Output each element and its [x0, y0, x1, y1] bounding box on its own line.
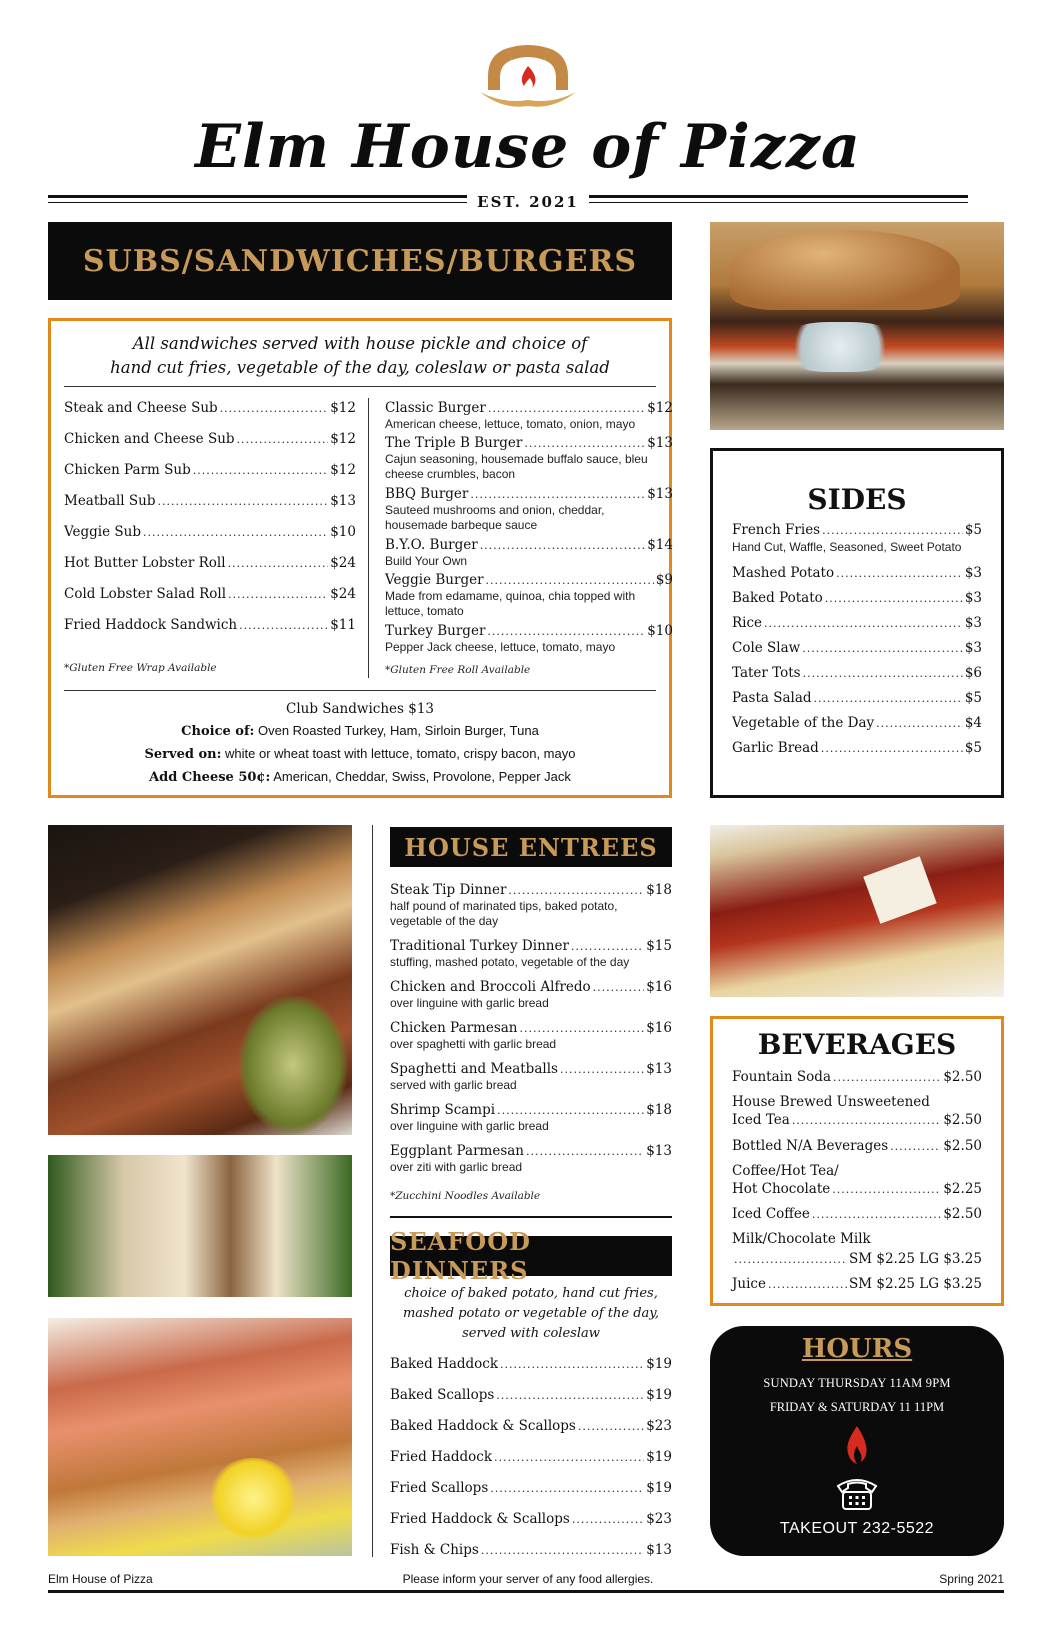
menu-item-description: Sauteed mushrooms and onion, cheddar, housemade barbeque sauce: [385, 503, 605, 532]
menu-item: Baked Haddock ..... $19: [390, 1356, 672, 1372]
club-sandwiches-block: [48, 698, 672, 789]
menu-item: Hot Chocolate ..... $2.25: [732, 1181, 982, 1197]
spaghetti-photo: [710, 825, 1004, 997]
menu-item: Fried Haddock Sandwich ..... $11: [64, 617, 356, 633]
menu-item: Chicken Parmesan ..... $16: [390, 1020, 672, 1036]
menu-item: Spaghetti and Meatballs ..... $13: [390, 1061, 672, 1077]
menu-item-description: over linguine with garlic bread: [390, 996, 549, 1010]
menu-item: Classic Burger ..... $12: [385, 400, 673, 416]
menu-item: Iced Tea ..... $2.50: [732, 1112, 982, 1128]
menu-item: Fountain Soda ..... $2.50: [732, 1069, 982, 1085]
grilled-chicken-photo: [48, 1155, 352, 1297]
menu-item-label: Milk/Chocolate Milk: [732, 1231, 871, 1247]
lobster-roll-photo: [48, 1318, 352, 1556]
flame-icon: [843, 1424, 871, 1466]
menu-item: Cold Lobster Salad Roll ..... $24: [64, 586, 356, 602]
club-divider: [64, 690, 656, 691]
menu-item: Steak Tip Dinner ..... $18: [390, 882, 672, 898]
menu-item: Hot Butter Lobster Roll ..... $24: [64, 555, 356, 571]
footer-allergy-note: Please inform your server of any food allergies.: [402, 1572, 654, 1586]
menu-item-description: Hand Cut, Waffle, Seasoned, Sweet Potato: [732, 540, 962, 554]
menu-item: Veggie Burger ..... $9: [385, 572, 673, 588]
menu-item: Chicken Parm Sub ..... $12: [64, 462, 356, 478]
established-label: EST. 2021: [0, 193, 1056, 211]
club-choice-line: Choice of: Oven Roasted Turkey, Ham, Sirloin Burger, Tuna: [181, 723, 539, 739]
menu-item: Vegetable of the Day ..... $4: [732, 715, 982, 731]
menu-item: Traditional Turkey Dinner ..... $15: [390, 938, 672, 954]
menu-item: Veggie Sub ..... $10: [64, 524, 356, 540]
telephone-icon: [834, 1474, 880, 1512]
menu-item-description: American cheese, lettuce, tomato, onion, mayo: [385, 417, 636, 431]
menu-item: Steak and Cheese Sub ..... $12: [64, 400, 356, 416]
menu-item: Tater Tots ..... $6: [732, 665, 982, 681]
menu-item: Baked Scallops ..... $19: [390, 1387, 672, 1403]
hours-weekend: FRIDAY & SATURDAY 11 11PM: [769, 1400, 945, 1414]
footer-rule: [48, 1590, 1004, 1593]
menu-item-description: Made from edamame, quinoa, chia topped with lettuce, tomato: [385, 589, 636, 618]
menu-item: Shrimp Scampi ..... $18: [390, 1102, 672, 1118]
menu-item: Pasta Salad ..... $5: [732, 690, 982, 706]
menu-item: French Fries ..... $5: [732, 522, 982, 538]
menu-item: Mashed Potato ..... $3: [732, 565, 982, 581]
menu-item: Garlic Bread ..... $5: [732, 740, 982, 756]
menu-item: Eggplant Parmesan ..... $13: [390, 1143, 672, 1159]
subs-heading: SUBS/SANDWICHES/BURGERS: [48, 222, 672, 300]
menu-item: Baked Haddock & Scallops ..... $23: [390, 1418, 672, 1434]
menu-item: Bottled N/A Beverages ..... $2.50: [732, 1138, 982, 1154]
house-entrees-heading: HOUSE ENTREES: [390, 827, 672, 867]
club-sandwich-photo: [48, 825, 352, 1135]
hours-weekday: SUNDAY THURSDAY 11AM 9PM: [763, 1376, 951, 1390]
burger-photo: [710, 222, 1004, 430]
club-title: Club Sandwiches $13: [285, 701, 434, 717]
menu-item: Chicken and Broccoli Alfredo ..... $16: [390, 979, 672, 995]
menu-item-description: over spaghetti with garlic bread: [390, 1037, 557, 1051]
club-cheese-line: Add Cheese 50¢: American, Cheddar, Swiss, Provolone, Pepper Jack: [149, 769, 571, 785]
menu-item-description: served with garlic bread: [390, 1078, 517, 1092]
menu-item: B.Y.O. Burger ..... $14: [385, 537, 673, 553]
menu-item-description: over linguine with garlic bread: [390, 1119, 549, 1133]
menu-item-description: Cajun seasoning, housemade buffalo sauce, bleu cheese crumbles, bacon: [385, 452, 648, 481]
menu-item: Fish & Chips ..... $13: [390, 1542, 672, 1558]
entrees-bottom-rule: [390, 1216, 672, 1218]
subs-column-divider: [368, 398, 369, 678]
menu-item: BBQ Burger ..... $13: [385, 486, 673, 502]
menu-item: Iced Coffee ..... $2.50: [732, 1206, 982, 1222]
club-served-line: Served on: white or wheat toast with lettuce, tomato, crispy bacon, mayo: [144, 746, 576, 762]
menu-item-description: half pound of marinated tips, baked potato, vegetable of the day: [390, 899, 618, 928]
menu-item: Meatball Sub ..... $13: [64, 493, 356, 509]
menu-item: Chicken and Cheese Sub ..... $12: [64, 431, 356, 447]
menu-item: The Triple B Burger ..... $13: [385, 435, 673, 451]
pizza-oven-logo-icon: [478, 42, 578, 112]
hours-panel: [710, 1326, 1004, 1556]
hours-heading: HOURS: [801, 1334, 913, 1364]
menu-item: Fried Haddock & Scallops ..... $23: [390, 1511, 672, 1527]
menu-item: Baked Potato ..... $3: [732, 590, 982, 606]
menu-item: Rice ..... $3: [732, 615, 982, 631]
gluten-free-wrap-note: *Gluten Free Wrap Available: [64, 662, 217, 674]
beverages-heading: BEVERAGES: [757, 1028, 957, 1061]
menu-item: Turkey Burger ..... $10: [385, 623, 673, 639]
footer-season: Spring 2021: [939, 1572, 1004, 1586]
seafood-dinners-heading: SEAFOOD DINNERS: [390, 1236, 672, 1276]
seafood-intro: choice of baked potato, hand cut fries, mashed potato or vegetable of the day, served with coleslaw: [402, 1286, 660, 1341]
menu-item-description: Pepper Jack cheese, lettuce, tomato, mayo: [385, 640, 616, 654]
footer-restaurant-name: Elm House of Pizza: [48, 1572, 153, 1586]
subs-intro: All sandwiches served with house pickle and choice of hand cut fries, vegetable of the day, coleslaw or pasta salad: [110, 334, 610, 377]
menu-item-label: Coffee/Hot Tea/: [732, 1163, 839, 1179]
menu-item-description: Build Your Own: [385, 554, 468, 568]
entrees-column-divider: [372, 825, 373, 1557]
menu-item-description: over ziti with garlic bread: [390, 1160, 523, 1174]
menu-item: Cole Slaw ..... $3: [732, 640, 982, 656]
menu-item: Fried Scallops ..... $19: [390, 1480, 672, 1496]
subs-intro-divider: [64, 386, 656, 387]
zucchini-noodles-note: *Zucchini Noodles Available: [390, 1190, 541, 1202]
takeout-phone: TAKEOUT 232-5522: [779, 1520, 935, 1537]
menu-item: Fried Haddock ..... $19: [390, 1449, 672, 1465]
menu-item-label: House Brewed Unsweetened: [732, 1094, 930, 1110]
menu-item: ..... SM $2.25 LG $3.25: [732, 1251, 982, 1267]
menu-item: Juice ..... SM $2.25 LG $3.25: [732, 1276, 982, 1292]
gluten-free-roll-note: *Gluten Free Roll Available: [385, 664, 531, 676]
restaurant-title: Elm House of Pizza: [195, 112, 861, 182]
menu-item-description: stuffing, mashed potato, vegetable of the day: [390, 955, 630, 969]
sides-heading: SIDES: [807, 483, 907, 516]
